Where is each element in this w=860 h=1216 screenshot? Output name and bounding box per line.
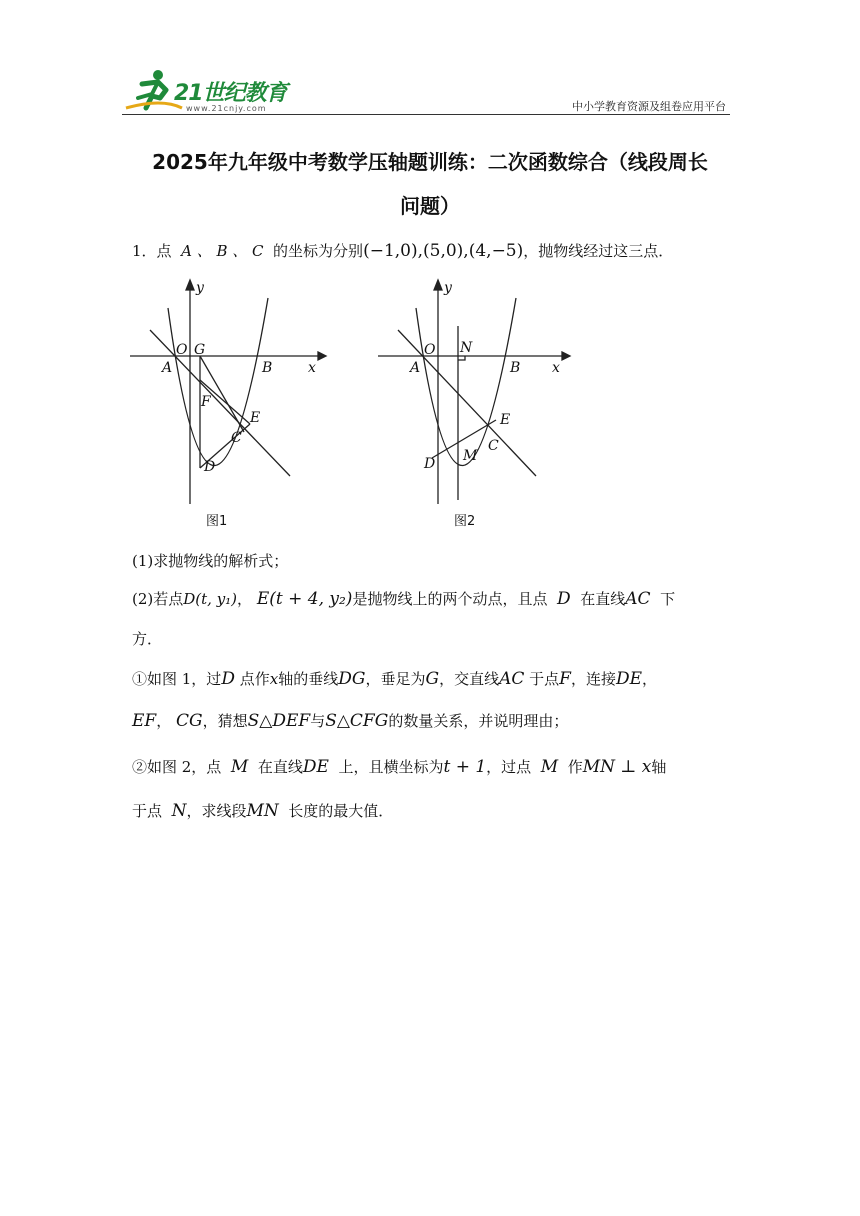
header-divider <box>122 114 730 115</box>
points-abc: A 、 B 、 C <box>181 242 264 260</box>
fig2-label-o: O <box>424 342 436 358</box>
fig2-label-y: y <box>444 280 452 296</box>
fig2-label-d: D <box>424 456 436 472</box>
part-2: (2)若点D(t, y₁)， E(t + 4, y₂)是抛物线上的两个动点，且点 D 在直线AC 下 <box>132 589 676 609</box>
fig1-label-f: F <box>201 394 211 410</box>
figure-2-caption: 图2 <box>454 514 476 529</box>
fig2-label-b: B <box>510 360 521 376</box>
fig2-label-m: M <box>463 448 478 464</box>
coordinates: (−1,0),(5,0),(4,−5) <box>363 241 524 261</box>
subquestion-1: ①如图 1，过D 点作x轴的垂线DG，垂足为G，交直线AC 于点F，连接DE， <box>132 669 658 689</box>
fig2-label-c: C <box>488 438 499 454</box>
part-2-continued: 方． <box>132 630 163 648</box>
fig1-label-a: A <box>162 360 173 376</box>
fig1-label-x: x <box>308 360 316 376</box>
fig2-label-n: N <box>460 340 473 356</box>
part-1: (1)求抛物线的解析式； <box>132 552 289 570</box>
fig1-label-g: G <box>194 342 206 358</box>
figure-1-caption: 图1 <box>206 514 228 529</box>
logo-text: 21世纪教育 <box>174 81 287 106</box>
fig1-label-c: C <box>231 430 242 446</box>
fig2-label-a: A <box>410 360 421 376</box>
logo-url: www.21cnjy.com <box>186 104 267 113</box>
fig2-label-x: x <box>552 360 560 376</box>
page-header <box>122 68 730 120</box>
fig1-label-e: E <box>250 410 261 426</box>
subquestion-2: ②如图 2，点 M 在直线DE 上，且横坐标为t + 1，过点 M 作MN ⊥ x轴 <box>132 757 667 777</box>
subquestion-2-continued: 于点 N，求线段MN 长度的最大值． <box>132 801 394 821</box>
fig1-label-y: y <box>196 280 204 296</box>
fig1-label-d: D <box>204 459 216 475</box>
figure-1 <box>128 278 328 508</box>
platform-label: 中小学教育资源及组卷应用平台 <box>572 100 726 113</box>
page-title-continued: 问题） <box>400 194 460 218</box>
fig2-label-e: E <box>500 412 511 428</box>
subquestion-1-continued: EF， CG，猜想S△DEF与S△CFG的数量关系，并说明理由； <box>132 711 569 731</box>
page-title: 2025年九年级中考数学压轴题训练：二次函数综合（线段周长 <box>152 150 708 174</box>
fig1-label-o: O <box>176 342 188 358</box>
figure-2 <box>376 278 576 508</box>
question-stem: 1．点 A 、 B 、 C 的坐标为分别(−1,0),(5,0),(4,−5)，抛物线经过这三点． <box>132 241 674 261</box>
fig1-label-b: B <box>262 360 273 376</box>
